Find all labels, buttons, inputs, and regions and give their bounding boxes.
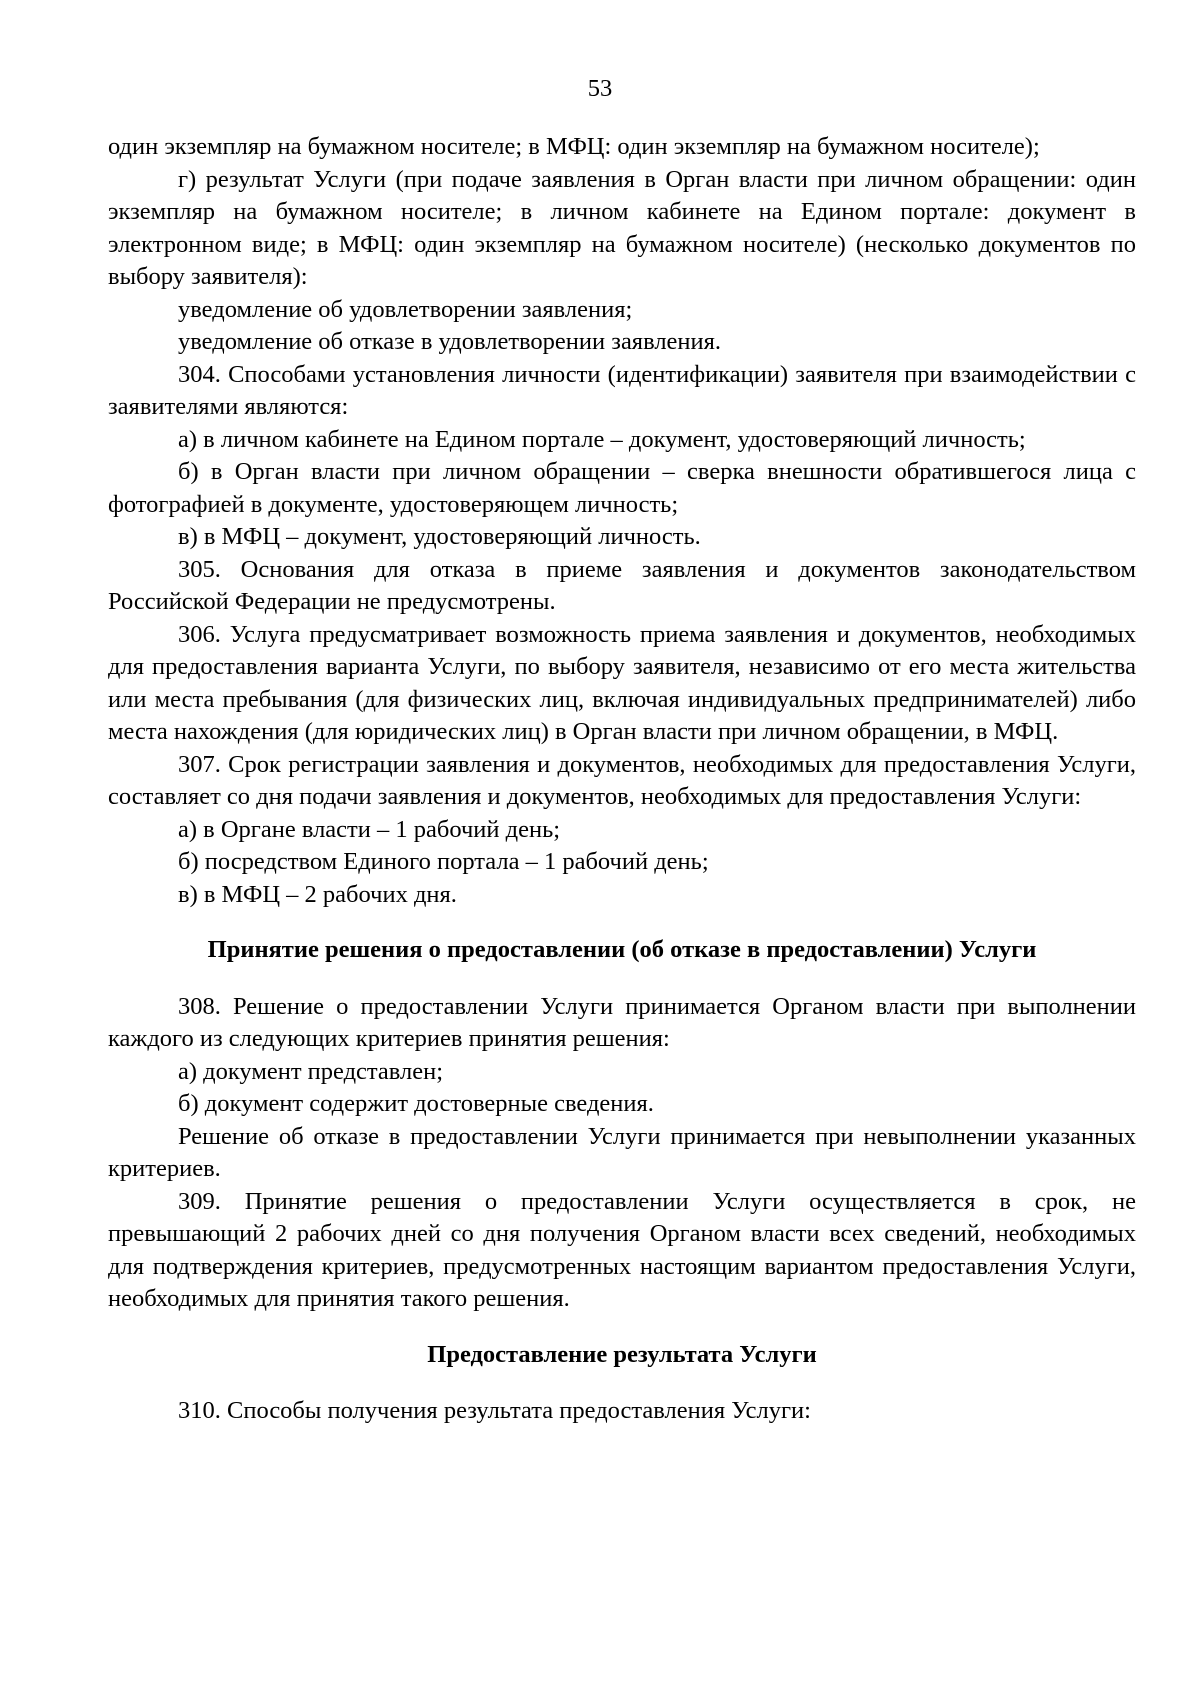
paragraph: один экземпляр на бумажном носителе; в МФЦ: один экземпляр на бумажном носителе);	[108, 133, 1040, 160]
spacer	[108, 1316, 1136, 1339]
section-heading: Предоставление результата Услуги	[427, 1340, 817, 1368]
paragraph: б) посредством Единого портала – 1 рабочий день;	[178, 848, 709, 875]
paragraph: Решение об отказе в предоставлении Услуги принимается при невыполнении указанных критериев.	[108, 1122, 1136, 1182]
section-a	[108, 131, 1136, 911]
paragraph: а) в личном кабинете на Едином портале – документ, удостоверяющий личность;	[178, 425, 1026, 453]
paragraph: 306. Услуга предусматривает возможность приема заявления и документов, необходимых для предоставления варианта Услуги, по выбору заявителя, независимо от его места жительства или места пребывания (для физических лиц, включая индивидуальных предпринимателей) либо места нахождения (для юридических лиц) в Орган власти при личном обращении, в МФЦ.	[108, 620, 1136, 745]
spacer	[108, 1371, 1136, 1395]
paragraph: в) в МФЦ – документ, удостоверяющий личность.	[178, 523, 701, 550]
paragraph: 304. Способами установления личности (идентификации) заявителя при взаимодействии с заявителями являются:	[108, 360, 1136, 420]
paragraph: 308. Решение о предоставлении Услуги принимается Органом власти при выполнении каждого из следующих критериев принятия решения:	[108, 992, 1136, 1052]
paragraph: уведомление об удовлетворении заявления;	[178, 295, 633, 323]
spacer	[108, 967, 1136, 991]
paragraph: в) в МФЦ – 2 рабочих дня.	[178, 880, 457, 908]
page-number: 53	[587, 75, 613, 102]
paragraph: б) документ содержит достоверные сведения.	[178, 1090, 654, 1117]
paragraph: 305. Основания для отказа в приеме заявления и документов законодательством Российской Федерации не предусмотрены.	[108, 555, 1136, 615]
paragraph: уведомление об отказе в удовлетворении заявления.	[178, 328, 722, 355]
document-body	[108, 131, 1136, 1428]
spacer	[108, 911, 1136, 934]
section-heading: Принятие решения о предоставлении (об отказе в предоставлении) Услуги	[207, 936, 1037, 963]
section-b	[108, 991, 1136, 1316]
paragraph: 310. Способы получения результата предоставления Услуги:	[178, 1397, 811, 1424]
paragraph: 309. Принятие решения о предоставлении Услуги осуществляется в срок, не превышающий 2 рабочих дней со дня получения Органом власти всех сведений, необходимых для подтверждения критериев, предусмотренных настоящим вариантом предоставления Услуги, необходимых для принятия такого решения.	[108, 1187, 1136, 1312]
paragraph: г) результат Услуги (при подаче заявления в Орган власти при личном обращении: один экземпляр на бумажном носителе; в личном кабинете на Едином портале: документ в электронном виде; в МФЦ: один экземпляр на бумажном носителе) (несколько документов по выбору заявителя):	[108, 165, 1136, 290]
paragraph: а) в Органе власти – 1 рабочий день;	[178, 815, 561, 843]
paragraph: 307. Срок регистрации заявления и документов, необходимых для предоставления Услуги, составляет со дня подачи заявления и документов, необходимых для предоставления Услуги:	[108, 750, 1136, 810]
section-c	[108, 1395, 1136, 1428]
paragraph: а) документ представлен;	[178, 1057, 444, 1085]
paragraph: б) в Орган власти при личном обращении – сверка внешности обратившегося лица с фотографией в документе, удостоверяющем личность;	[108, 458, 1136, 518]
